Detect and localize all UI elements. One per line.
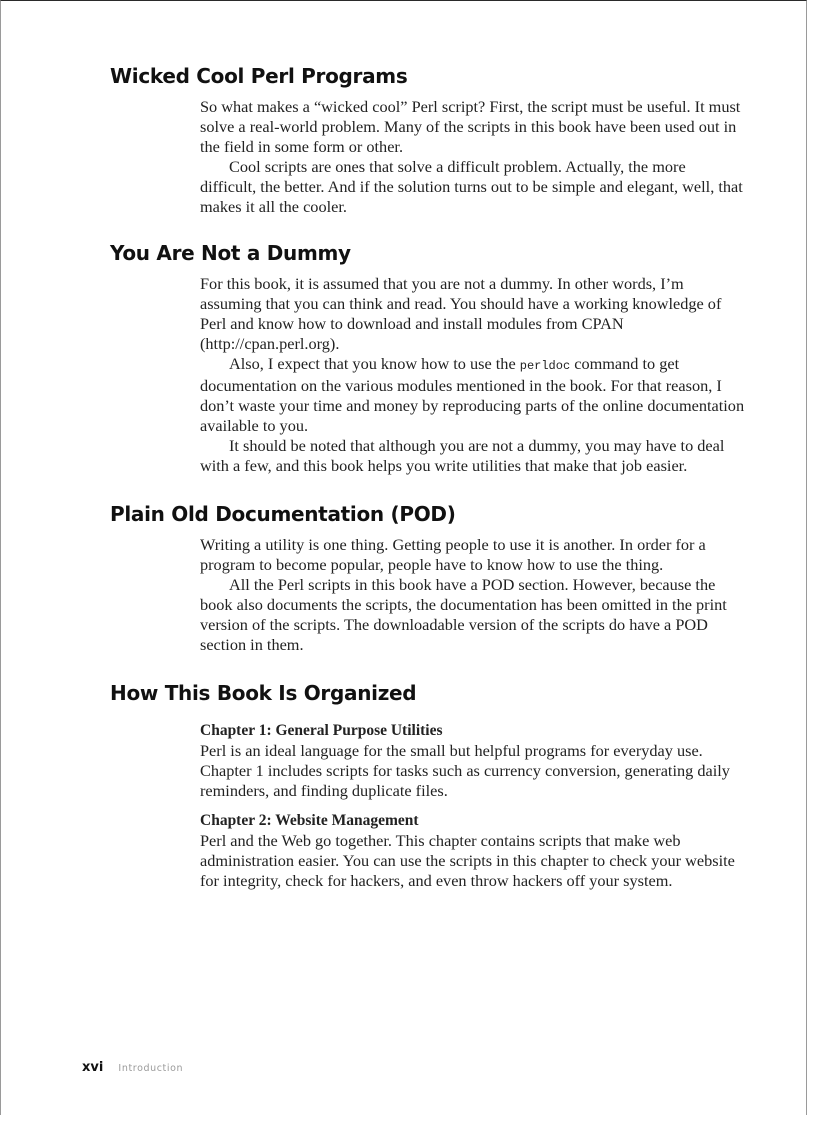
paragraph: All the Perl scripts in this book have a POD section. However, because the book also documents the scripts, the documentation has been omitted in the print version of the scripts. The downloadable version of the scripts do have a POD section in them. <box>200 575 727 654</box>
running-head: Introduction <box>118 1063 184 1074</box>
section-body <box>200 97 745 217</box>
chapter-description: Perl and the Web go together. This chapter contains scripts that make web administration easier. You can use the scripts in this chapter to check your website for integrity, check for hackers, and even throw hackers off your system. <box>200 831 735 890</box>
paragraph: It should be noted that although you are not a dummy, you may have to deal with a few, and this book helps you write utilities that make that job easier. <box>200 436 725 475</box>
page-content <box>110 64 750 891</box>
paragraph-perldoc <box>200 354 745 436</box>
chapter-entry <box>200 721 745 801</box>
page-number: xvi <box>82 1060 104 1075</box>
chapter-title: Chapter 1: General Purpose Utilities <box>200 722 443 739</box>
section-body <box>200 535 745 655</box>
section-heading: Wicked Cool Perl Programs <box>110 64 408 88</box>
section-heading: How This Book Is Organized <box>110 681 417 705</box>
section-book-organization <box>110 681 750 891</box>
inline-code: perldoc <box>519 359 571 373</box>
section-body <box>200 274 745 476</box>
section-not-a-dummy <box>110 241 750 476</box>
paragraph: So what makes a “wicked cool” Perl script? First, the script must be useful. It must solve a real-world problem. Many of the scripts in this book have been used out in the field in some form or other. <box>200 97 741 156</box>
chapter-entry <box>200 811 745 891</box>
chapter-list <box>200 721 745 891</box>
section-wicked-cool-perl-programs <box>110 64 750 217</box>
chapter-title: Chapter 2: Website Management <box>200 812 419 829</box>
chapter-description: Perl is an ideal language for the small but helpful programs for everyday use. Chapter 1 includes scripts for tasks such as currency conversion, generating daily reminders, and finding duplicate files. <box>200 741 730 800</box>
section-heading: You Are Not a Dummy <box>110 241 351 265</box>
paragraph: For this book, it is assumed that you are not a dummy. In other words, I’m assuming that you can think and read. You should have a working knowledge of Perl and know how to download and install modules from CPAN (http://cpan.perl.org). <box>200 274 722 353</box>
paragraph: Writing a utility is one thing. Getting people to use it is another. In order for a program to become popular, people have to know how to use the thing. <box>200 535 706 574</box>
paragraph: Cool scripts are ones that solve a difficult problem. Actually, the more difficult, the better. And if the solution turns out to be simple and elegant, well, that makes it all the cooler. <box>200 157 743 216</box>
page-footer <box>82 1056 183 1075</box>
text-run: command to get documentation on the various modules mentioned in the book. For that reason, I don’t waste your time and money by reproducing parts of the online documentation available to you. <box>200 354 745 435</box>
section-pod <box>110 502 750 655</box>
section-heading: Plain Old Documentation (POD) <box>110 502 456 526</box>
text-run: Also, I expect that you know how to use the <box>229 354 520 373</box>
